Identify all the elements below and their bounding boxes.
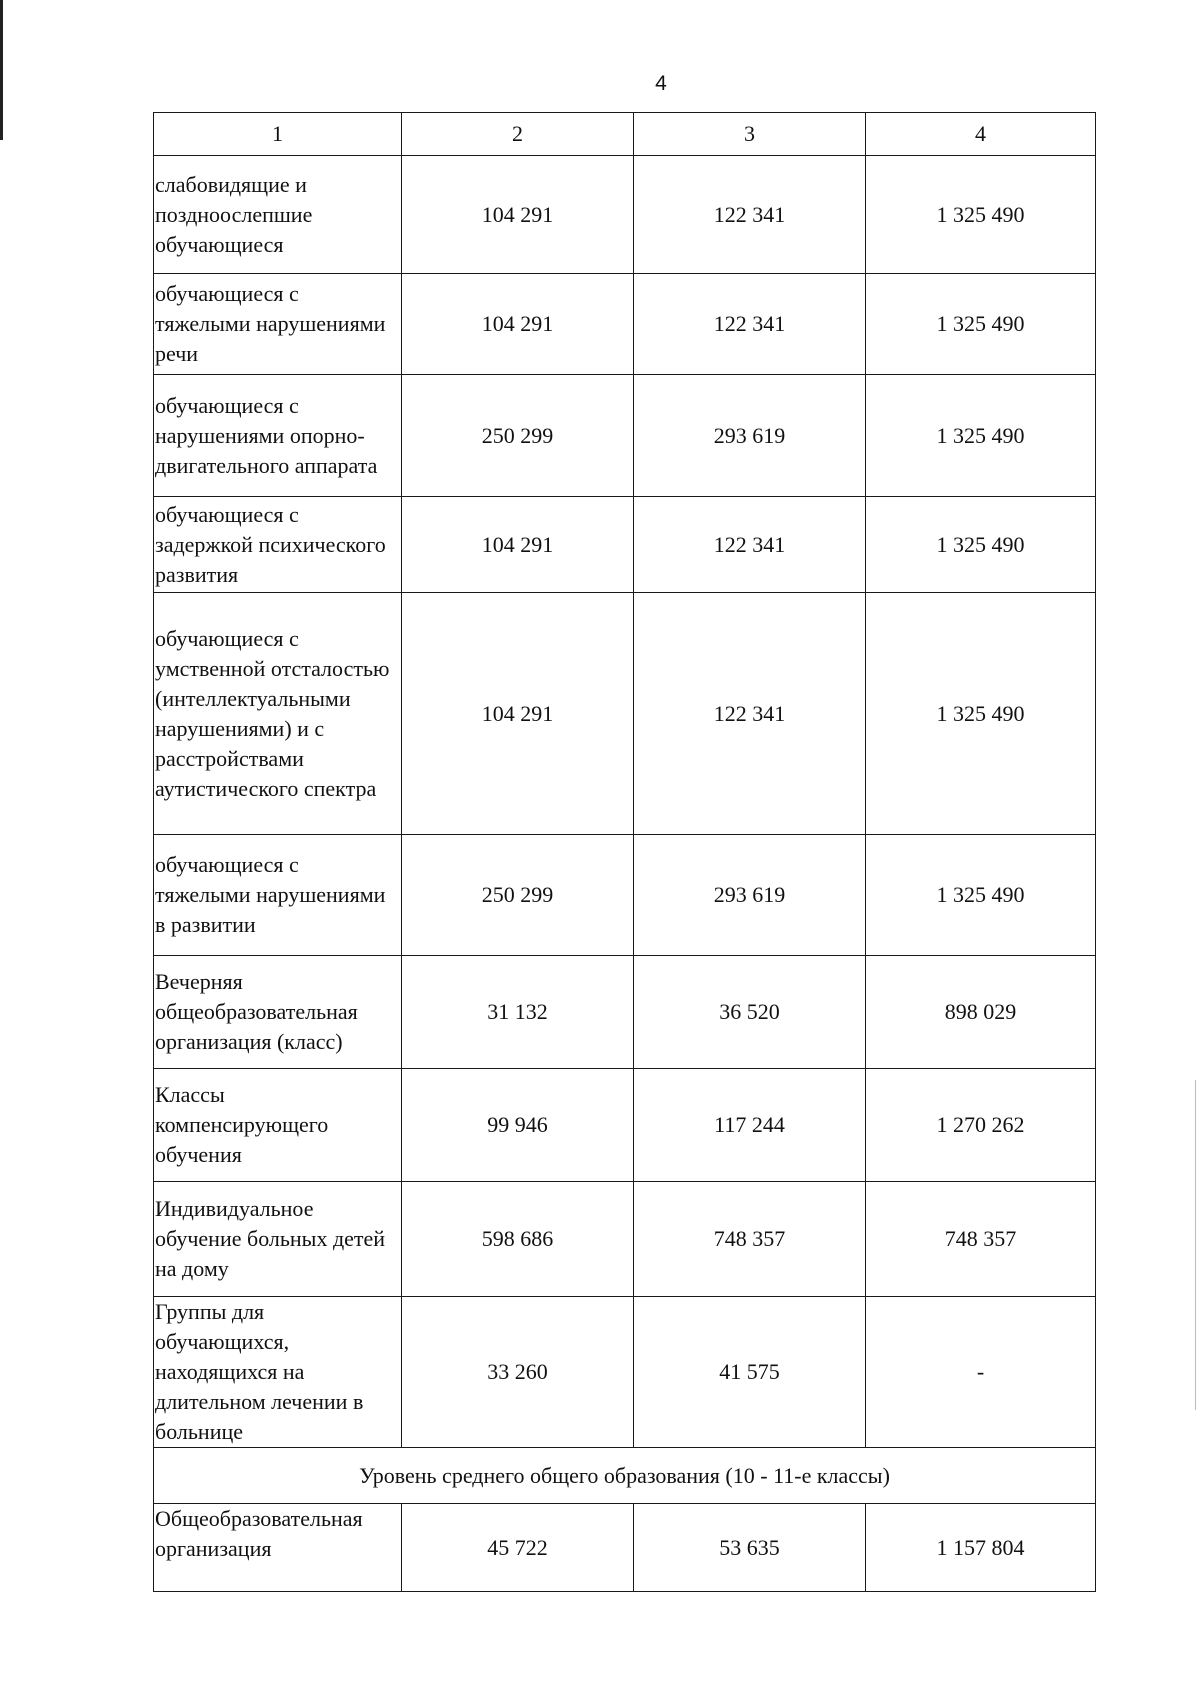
cell-col2: 31 132 xyxy=(402,956,634,1069)
table-row xyxy=(154,1182,1096,1297)
cell-col4: 898 029 xyxy=(866,956,1096,1069)
column-number-3: 3 xyxy=(634,113,866,156)
cell-col2: 104 291 xyxy=(402,274,634,375)
cell-col4: 1 270 262 xyxy=(866,1069,1096,1182)
table-row xyxy=(154,1069,1096,1182)
cell-col3: 293 619 xyxy=(634,835,866,956)
cell-col3: 122 341 xyxy=(634,593,866,835)
cell-col2: 99 946 xyxy=(402,1069,634,1182)
cell-col4: - xyxy=(866,1297,1096,1448)
scan-edge-left xyxy=(0,0,3,140)
cell-col3: 122 341 xyxy=(634,497,866,593)
cell-col4: 1 325 490 xyxy=(866,375,1096,497)
cell-col4: 1 325 490 xyxy=(866,497,1096,593)
cell-col2: 45 722 xyxy=(402,1504,634,1592)
row-label: слабовидящие и поздноослепшие обучающиеся xyxy=(154,156,402,274)
cell-col3: 122 341 xyxy=(634,274,866,375)
cell-col3: 293 619 xyxy=(634,375,866,497)
column-number-4: 4 xyxy=(866,113,1096,156)
cell-col3: 36 520 xyxy=(634,956,866,1069)
cell-col2: 104 291 xyxy=(402,156,634,274)
table-row xyxy=(154,956,1096,1069)
row-label: Индивидуальное обучение больных детей на дому xyxy=(154,1182,402,1297)
row-label: обучающиеся с умственной отсталостью (интеллектуальными нарушениями) и с расстройствами аутистического спектра xyxy=(154,593,402,835)
column-number-1: 1 xyxy=(154,113,402,156)
row-label: обучающиеся с задержкой психического развития xyxy=(154,497,402,593)
row-label: обучающиеся с тяжелыми нарушениями в развитии xyxy=(154,835,402,956)
funding-table xyxy=(153,112,1096,1592)
page-number: 4 xyxy=(655,72,667,95)
cell-col2: 33 260 xyxy=(402,1297,634,1448)
row-label: Группы для обучающихся, находящихся на длительном лечении в больнице xyxy=(154,1297,402,1448)
cell-col3: 117 244 xyxy=(634,1069,866,1182)
table-row xyxy=(154,835,1096,956)
table-row xyxy=(154,156,1096,274)
table-row xyxy=(154,593,1096,835)
row-label: Общеобразовательная организация xyxy=(154,1504,402,1592)
table-header-row xyxy=(154,113,1096,156)
section-heading-row xyxy=(154,1448,1096,1504)
table-row xyxy=(154,274,1096,375)
cell-col3: 122 341 xyxy=(634,156,866,274)
table-row xyxy=(154,1504,1096,1592)
row-label: Классы компенсирующего обучения xyxy=(154,1069,402,1182)
cell-col2: 104 291 xyxy=(402,497,634,593)
cell-col4: 1 325 490 xyxy=(866,274,1096,375)
cell-col2: 250 299 xyxy=(402,375,634,497)
table-row xyxy=(154,497,1096,593)
section-heading: Уровень среднего общего образования (10 - 11-е классы) xyxy=(154,1448,1096,1504)
row-label: Вечерняя общеобразовательная организация (класс) xyxy=(154,956,402,1069)
cell-col4: 1 157 804 xyxy=(866,1504,1096,1592)
cell-col2: 598 686 xyxy=(402,1182,634,1297)
table-row xyxy=(154,375,1096,497)
cell-col4: 1 325 490 xyxy=(866,835,1096,956)
cell-col2: 104 291 xyxy=(402,593,634,835)
cell-col3: 53 635 xyxy=(634,1504,866,1592)
table-row xyxy=(154,1297,1096,1448)
cell-col3: 41 575 xyxy=(634,1297,866,1448)
cell-col4: 1 325 490 xyxy=(866,156,1096,274)
scan-edge-right xyxy=(1195,1080,1196,1410)
cell-col3: 748 357 xyxy=(634,1182,866,1297)
cell-col2: 250 299 xyxy=(402,835,634,956)
cell-col4: 1 325 490 xyxy=(866,593,1096,835)
row-label: обучающиеся с нарушениями опорно-двигательного аппарата xyxy=(154,375,402,497)
column-number-2: 2 xyxy=(402,113,634,156)
row-label: обучающиеся с тяжелыми нарушениями речи xyxy=(154,274,402,375)
cell-col4: 748 357 xyxy=(866,1182,1096,1297)
